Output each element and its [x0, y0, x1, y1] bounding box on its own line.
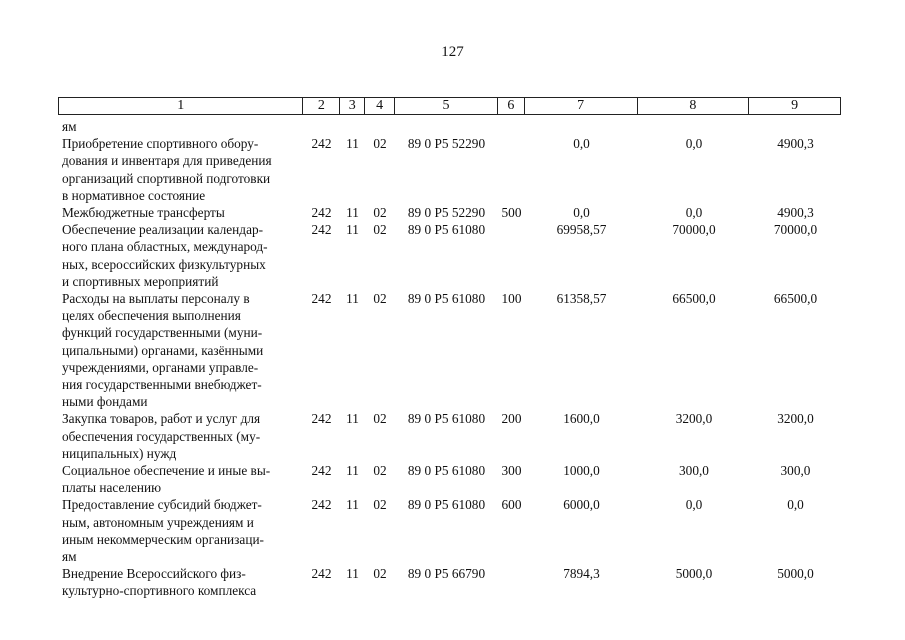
description-line: Расходы на выплаты персоналу в [62, 291, 250, 307]
cell-c8: 70000,0 [672, 222, 716, 238]
description-line: ных, всероссийских физкультурных [62, 256, 266, 272]
cell-c5: 89 0 Р5 61080 [407, 411, 486, 427]
cell-c4: 02 [373, 136, 387, 152]
cell-c3: 11 [346, 463, 359, 479]
cell-c2: 242 [311, 463, 332, 479]
description-line: Внедрение Всероссийского физ- [62, 566, 246, 582]
cell-c6 [498, 565, 525, 599]
description-line: иным некоммерческим организаци- [62, 531, 264, 547]
cell-c8: 5000,0 [675, 566, 713, 582]
description-line: дования и инвентаря для приведения [62, 153, 272, 169]
cell-c7: 0,0 [573, 205, 590, 221]
cell-c7: 69958,57 [556, 222, 607, 238]
cell-c3 [340, 118, 365, 135]
description-line: в нормативное состояние [62, 187, 206, 203]
row-description [58, 290, 303, 410]
header-col-8: 8 [638, 98, 750, 114]
row-description [58, 204, 303, 221]
row-description [58, 565, 303, 599]
description-line: организаций спортивной подготовки [62, 170, 271, 186]
table-row [58, 496, 841, 565]
cell-c2: 242 [311, 136, 332, 152]
cell-c8: 0,0 [685, 497, 703, 513]
cell-c9 [750, 118, 841, 135]
cell-c8 [638, 118, 750, 135]
description-line: Обеспечение реализации календар- [62, 222, 264, 238]
description-line: ным, автономным учреждениям и [62, 514, 254, 530]
table-row [58, 118, 841, 135]
cell-c9: 300,0 [780, 463, 811, 479]
cell-c5: 89 0 Р5 52290 [407, 205, 486, 221]
cell-c2: 242 [311, 411, 332, 427]
header-col-5: 5 [395, 98, 498, 114]
cell-c5: 89 0 Р5 61080 [407, 222, 486, 238]
row-description [58, 135, 303, 204]
description-line: целях обеспечения выполнения [62, 308, 241, 324]
cell-c3: 11 [346, 136, 359, 152]
cell-c2: 242 [311, 291, 332, 307]
cell-c8: 0,0 [685, 205, 703, 221]
cell-c4 [365, 118, 395, 135]
row-description [58, 221, 303, 290]
table-row [58, 135, 841, 204]
header-col-3: 3 [340, 98, 365, 114]
cell-c5: 89 0 Р5 66790 [407, 566, 486, 582]
cell-c7 [525, 118, 638, 135]
description-line: ям [62, 549, 77, 565]
table-row [58, 204, 841, 221]
cell-c6: 100 [501, 291, 522, 307]
cell-c2: 242 [311, 205, 332, 221]
description-line: культурно-спортивного комплекса [62, 583, 257, 599]
cell-c8: 66500,0 [672, 291, 716, 307]
cell-c2: 242 [311, 222, 332, 238]
table-row [58, 565, 841, 599]
cell-c2: 242 [311, 566, 332, 582]
description-line: ными фондами [62, 394, 148, 410]
cell-c4: 02 [373, 222, 387, 238]
row-description [58, 462, 303, 496]
cell-c7: 6000,0 [563, 497, 600, 513]
cell-c5: 89 0 Р5 61080 [407, 463, 486, 479]
header-col-2: 2 [303, 98, 340, 114]
table-row [58, 290, 841, 410]
cell-c5: 89 0 Р5 61080 [407, 497, 486, 513]
cell-c2: 242 [311, 497, 332, 513]
page-number: 127 [441, 44, 464, 60]
table-row [58, 410, 841, 462]
header-col-7: 7 [525, 98, 638, 114]
cell-c4: 02 [373, 205, 387, 221]
cell-c9: 4900,3 [777, 136, 814, 152]
row-description [58, 496, 303, 565]
cell-c6 [498, 118, 525, 135]
cell-c5: 89 0 Р5 61080 [407, 291, 486, 307]
description-line: платы населению [62, 480, 162, 496]
cell-c8: 3200,0 [675, 411, 713, 427]
description-line: обеспечения государственных (му- [62, 428, 261, 444]
cell-c6: 500 [501, 205, 522, 221]
cell-c8: 300,0 [679, 463, 709, 479]
cell-c9: 5000,0 [777, 566, 814, 582]
description-line: и спортивных мероприятий [62, 273, 219, 289]
row-description [58, 410, 303, 462]
cell-c4: 02 [373, 566, 387, 582]
cell-c7: 1000,0 [563, 463, 600, 479]
cell-c2 [303, 118, 340, 135]
cell-c6: 200 [501, 411, 522, 427]
description-line: функций государственными (муни- [62, 325, 263, 341]
cell-c3: 11 [346, 411, 359, 427]
table-body [58, 118, 841, 600]
cell-c9: 3200,0 [777, 411, 814, 427]
cell-c6: 300 [501, 463, 522, 479]
cell-c6 [498, 221, 525, 290]
cell-c5: 89 0 Р5 52290 [407, 136, 486, 152]
description-line: учреждениями, органами управле- [62, 359, 259, 375]
header-col-6: 6 [498, 98, 525, 114]
cell-c3: 11 [346, 566, 359, 582]
cell-c6 [498, 135, 525, 204]
table-row [58, 462, 841, 496]
table-row [58, 221, 841, 290]
description-line: ния государственными внебюджет- [62, 377, 262, 393]
description-line: Предоставление субсидий бюджет- [62, 497, 262, 513]
cell-c5 [395, 118, 498, 135]
description-line: ципальными) органами, казёнными [62, 342, 264, 358]
row-description [58, 118, 303, 135]
header-col-1: 1 [59, 98, 303, 114]
cell-c7: 1600,0 [563, 411, 600, 427]
description-line: Закупка товаров, работ и услуг для [62, 411, 261, 427]
description-line: Социальное обеспечение и иные вы- [62, 463, 271, 479]
description-line: Межбюджетные трансферты [62, 205, 225, 221]
description-line: ниципальных) нужд [62, 445, 177, 461]
cell-c6: 600 [501, 497, 522, 513]
cell-c3: 11 [346, 497, 359, 513]
cell-c7: 0,0 [573, 136, 590, 152]
cell-c8: 0,0 [685, 136, 703, 152]
cell-c7: 61358,57 [556, 291, 607, 307]
header-col-4: 4 [365, 98, 395, 114]
cell-c9: 70000,0 [773, 222, 818, 238]
table-header [58, 97, 841, 115]
cell-c9: 66500,0 [773, 291, 818, 307]
header-col-9: 9 [791, 98, 799, 113]
cell-c4: 02 [373, 411, 387, 427]
cell-c9: 0,0 [787, 497, 804, 513]
cell-c3: 11 [346, 205, 359, 221]
cell-c9: 4900,3 [777, 205, 814, 221]
cell-c4: 02 [373, 463, 387, 479]
cell-c3: 11 [346, 222, 359, 238]
cell-c4: 02 [373, 291, 387, 307]
description-line: ям [62, 119, 77, 134]
cell-c7: 7894,3 [563, 566, 600, 582]
cell-c4: 02 [373, 497, 387, 513]
description-line: Приобретение спортивного обору- [62, 136, 259, 152]
description-line: ного плана областных, международ- [62, 239, 268, 255]
cell-c3: 11 [346, 291, 359, 307]
